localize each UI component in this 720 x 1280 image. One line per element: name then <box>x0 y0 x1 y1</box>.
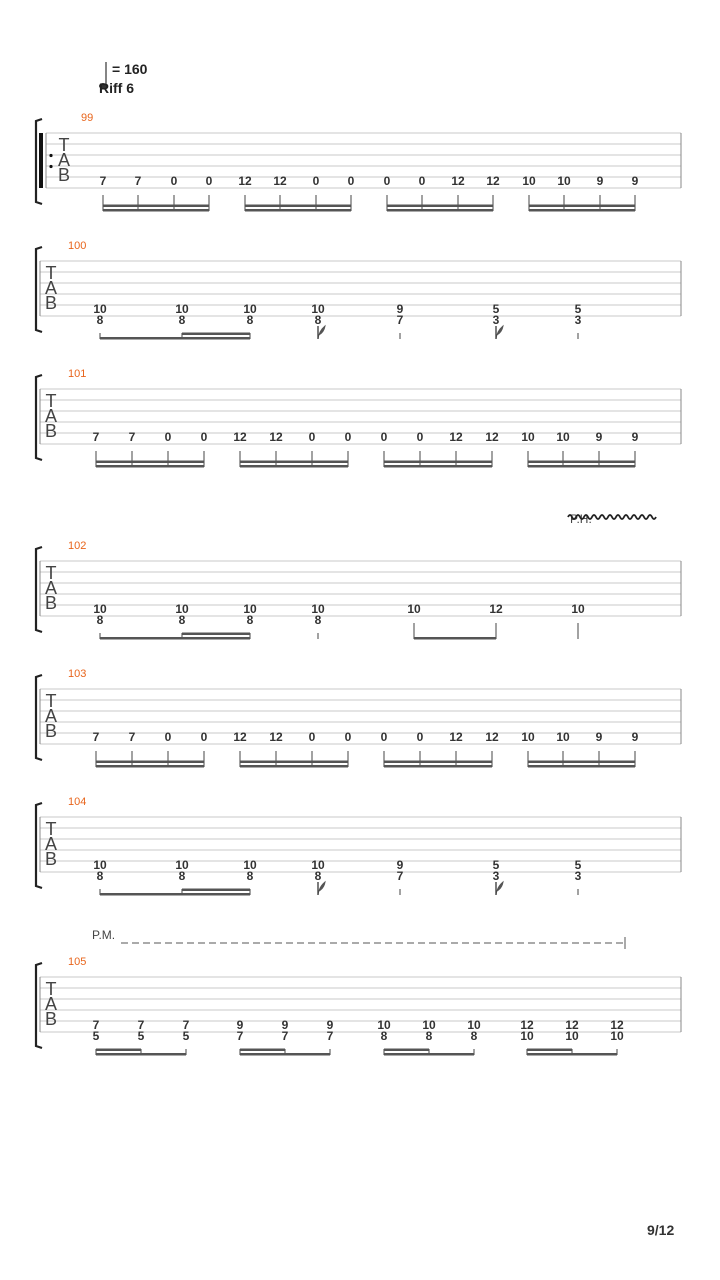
fret-number: 5 <box>492 858 500 872</box>
note-beam <box>100 637 250 640</box>
fret-number: 7 <box>92 1018 100 1032</box>
fret-number: 12 <box>485 730 499 744</box>
fret-number: 0 <box>170 174 178 188</box>
note-beam <box>96 1053 186 1056</box>
note-beam-secondary <box>103 205 209 208</box>
system-bracket <box>36 247 42 332</box>
tab-clef-letter: T <box>45 979 57 999</box>
fret-number: 10 <box>467 1018 481 1032</box>
fret-number: 12 <box>565 1018 579 1032</box>
fret-number: 10 <box>93 602 107 616</box>
fret-number: 9 <box>236 1018 244 1032</box>
note-beam-secondary <box>240 761 348 764</box>
note-flag <box>496 326 503 339</box>
fret-number: 8 <box>96 313 104 327</box>
fret-number: 7 <box>99 174 107 188</box>
fret-number: 12 <box>486 174 500 188</box>
fret-number: 8 <box>314 313 322 327</box>
note-beam-secondary <box>182 633 250 636</box>
fret-number: 12 <box>273 174 287 188</box>
pinch-harmonic-label: P.H. <box>570 512 592 526</box>
fret-number: 7 <box>236 1029 244 1043</box>
note-beam <box>528 465 635 468</box>
fret-number: 9 <box>595 430 603 444</box>
note-beam-secondary <box>384 461 492 464</box>
fret-number: 10 <box>422 1018 436 1032</box>
note-beam-secondary <box>384 1049 429 1052</box>
fret-number: 12 <box>449 730 463 744</box>
fret-number: 7 <box>326 1029 334 1043</box>
fret-number: 0 <box>308 730 316 744</box>
note-beam-secondary <box>387 205 493 208</box>
fret-number: 0 <box>164 730 172 744</box>
fret-number: 5 <box>574 858 582 872</box>
fret-number: 3 <box>574 313 582 327</box>
fret-number: 10 <box>93 858 107 872</box>
fret-number: 10 <box>407 602 421 616</box>
system-bracket <box>36 547 42 632</box>
note-beam <box>240 1053 330 1056</box>
tab-system-103 <box>36 668 681 768</box>
fret-number: 0 <box>308 430 316 444</box>
measure-number: 102 <box>68 540 87 552</box>
note-beam <box>100 337 250 340</box>
fret-number: 8 <box>96 613 104 627</box>
fret-number: 10 <box>520 1029 534 1043</box>
fret-number: 9 <box>396 858 404 872</box>
fret-number: 3 <box>492 869 500 883</box>
fret-number: 0 <box>344 430 352 444</box>
note-beam <box>96 465 204 468</box>
note-beam <box>240 765 348 768</box>
fret-number: 12 <box>233 730 247 744</box>
tab-clef-letter: T <box>45 391 57 411</box>
page-indicator: 9/12 <box>647 1222 675 1238</box>
tab-clef-letter: T <box>45 691 57 711</box>
fret-number: 10 <box>571 602 585 616</box>
fret-number: 8 <box>178 869 186 883</box>
note-flag <box>318 882 325 895</box>
note-beam-secondary <box>96 761 204 764</box>
tab-clef-letter: B <box>44 1009 58 1029</box>
system-bracket <box>36 963 42 1048</box>
fret-number: 10 <box>377 1018 391 1032</box>
fret-number: 7 <box>396 313 404 327</box>
note-beam <box>528 765 635 768</box>
measure-number: 100 <box>68 240 87 252</box>
fret-number: 9 <box>631 174 639 188</box>
note-beam <box>384 465 492 468</box>
fret-number: 0 <box>200 730 208 744</box>
fret-number: 3 <box>574 869 582 883</box>
fret-number: 9 <box>631 430 639 444</box>
note-beam <box>103 209 209 212</box>
tab-clef-letter: A <box>44 994 58 1014</box>
fret-number: 0 <box>416 430 424 444</box>
tab-clef-letter: B <box>44 293 58 313</box>
fret-number: 8 <box>246 313 254 327</box>
fret-number: 5 <box>574 302 582 316</box>
note-beam-secondary <box>182 333 250 336</box>
fret-number: 3 <box>492 313 500 327</box>
fret-number: 5 <box>137 1029 145 1043</box>
fret-number: 0 <box>347 174 355 188</box>
note-beam-secondary <box>245 205 351 208</box>
fret-number: 8 <box>380 1029 388 1043</box>
fret-number: 9 <box>595 730 603 744</box>
fret-number: 7 <box>281 1029 289 1043</box>
fret-number: 10 <box>521 430 535 444</box>
note-beam <box>384 1053 474 1056</box>
fret-number: 0 <box>312 174 320 188</box>
system-bracket <box>36 375 42 460</box>
fret-number: 8 <box>425 1029 433 1043</box>
fret-number: 0 <box>418 174 426 188</box>
fret-number: 12 <box>485 430 499 444</box>
tab-system-99 <box>36 112 681 212</box>
note-beam-secondary <box>529 205 635 208</box>
tab-clef-letter: T <box>58 135 70 155</box>
fret-number: 12 <box>451 174 465 188</box>
fret-number: 0 <box>205 174 213 188</box>
fret-number: 9 <box>396 302 404 316</box>
tab-clef-letter: T <box>45 819 57 839</box>
fret-number: 9 <box>631 730 639 744</box>
fret-number: 10 <box>610 1029 624 1043</box>
note-beam <box>387 209 493 212</box>
fret-number: 10 <box>522 174 536 188</box>
tab-system-101 <box>36 368 681 468</box>
fret-number: 8 <box>314 613 322 627</box>
fret-number: 12 <box>489 602 503 616</box>
measure-number: 101 <box>68 368 87 380</box>
fret-number: 12 <box>520 1018 534 1032</box>
fret-number: 10 <box>556 730 570 744</box>
tab-clef-letter: B <box>44 593 58 613</box>
measure-number: 105 <box>68 956 87 968</box>
fret-number: 5 <box>92 1029 100 1043</box>
tab-clef-letter: A <box>44 278 58 298</box>
fret-number: 12 <box>610 1018 624 1032</box>
measure-number: 104 <box>68 796 87 808</box>
system-bracket <box>36 675 42 760</box>
fret-number: 9 <box>596 174 604 188</box>
note-beam-secondary <box>240 1049 285 1052</box>
note-beam-secondary <box>528 761 635 764</box>
tab-clef-letter: B <box>44 421 58 441</box>
fret-number: 0 <box>380 730 388 744</box>
fret-number: 8 <box>246 613 254 627</box>
fret-number: 8 <box>178 313 186 327</box>
palm-mute-label: P.M. <box>92 928 116 942</box>
fret-number: 10 <box>93 302 107 316</box>
note-beam-secondary <box>96 1049 141 1052</box>
note-beam-secondary <box>182 889 250 892</box>
fret-number: 8 <box>314 869 322 883</box>
fret-number: 10 <box>565 1029 579 1043</box>
fret-number: 7 <box>128 430 136 444</box>
tab-clef-letter: A <box>57 150 71 170</box>
fret-number: 10 <box>311 858 325 872</box>
note-beam <box>240 465 348 468</box>
fret-number: 10 <box>243 858 257 872</box>
fret-number: 10 <box>311 602 325 616</box>
note-beam-secondary <box>96 461 204 464</box>
fret-number: 7 <box>137 1018 145 1032</box>
note-beam <box>100 893 250 896</box>
fret-number: 7 <box>92 730 100 744</box>
note-beam-secondary <box>527 1049 572 1052</box>
fret-number: 7 <box>396 869 404 883</box>
tab-clef-letter: B <box>44 849 58 869</box>
fret-number: 0 <box>164 430 172 444</box>
fret-number: 7 <box>128 730 136 744</box>
fret-number: 7 <box>92 430 100 444</box>
fret-number: 9 <box>281 1018 289 1032</box>
fret-number: 0 <box>380 430 388 444</box>
tab-clef-letter: A <box>44 706 58 726</box>
fret-number: 5 <box>492 302 500 316</box>
fret-number: 12 <box>269 430 283 444</box>
tab-clef-letter: A <box>44 834 58 854</box>
note-beam <box>527 1053 617 1056</box>
tab-system-105 <box>36 956 681 1056</box>
tab-system-100 <box>36 240 681 340</box>
fret-number: 8 <box>246 869 254 883</box>
fret-number: 8 <box>470 1029 478 1043</box>
tab-clef-letter: B <box>57 165 71 185</box>
fret-number: 12 <box>269 730 283 744</box>
fret-number: 0 <box>383 174 391 188</box>
repeat-dot <box>49 165 52 168</box>
tab-system-102 <box>36 540 681 640</box>
fret-number: 10 <box>175 302 189 316</box>
fret-number: 12 <box>238 174 252 188</box>
note-flag <box>496 882 503 895</box>
note-beam <box>529 209 635 212</box>
tab-clef-letter: A <box>44 406 58 426</box>
note-beam-secondary <box>384 761 492 764</box>
fret-number: 9 <box>326 1018 334 1032</box>
section-label: Riff 6 <box>99 80 134 96</box>
tab-clef-letter: T <box>45 563 57 583</box>
fret-number: 10 <box>175 602 189 616</box>
measure-number: 99 <box>81 112 94 124</box>
note-beam <box>96 765 204 768</box>
tab-clef-letter: A <box>44 578 58 598</box>
fret-number: 8 <box>96 869 104 883</box>
tab-system-104 <box>36 796 681 896</box>
fret-number: 12 <box>233 430 247 444</box>
fret-number: 12 <box>449 430 463 444</box>
tempo-marking: = 160 <box>112 61 148 77</box>
note-beam <box>414 637 496 640</box>
fret-number: 10 <box>175 858 189 872</box>
fret-number: 10 <box>243 602 257 616</box>
fret-number: 0 <box>200 430 208 444</box>
note-flag <box>318 326 325 339</box>
fret-number: 0 <box>344 730 352 744</box>
fret-number: 7 <box>134 174 142 188</box>
fret-number: 10 <box>243 302 257 316</box>
repeat-dot <box>49 154 52 157</box>
fret-number: 10 <box>521 730 535 744</box>
fret-number: 5 <box>182 1029 190 1043</box>
note-beam <box>384 765 492 768</box>
fret-number: 8 <box>178 613 186 627</box>
fret-number: 10 <box>311 302 325 316</box>
tab-clef-letter: B <box>44 721 58 741</box>
note-beam-secondary <box>528 461 635 464</box>
fret-number: 0 <box>416 730 424 744</box>
fret-number: 7 <box>182 1018 190 1032</box>
system-bracket <box>36 803 42 888</box>
note-beam-secondary <box>240 461 348 464</box>
fret-number: 10 <box>556 430 570 444</box>
note-beam <box>245 209 351 212</box>
fret-number: 10 <box>557 174 571 188</box>
tab-clef-letter: T <box>45 263 57 283</box>
measure-number: 103 <box>68 668 87 680</box>
